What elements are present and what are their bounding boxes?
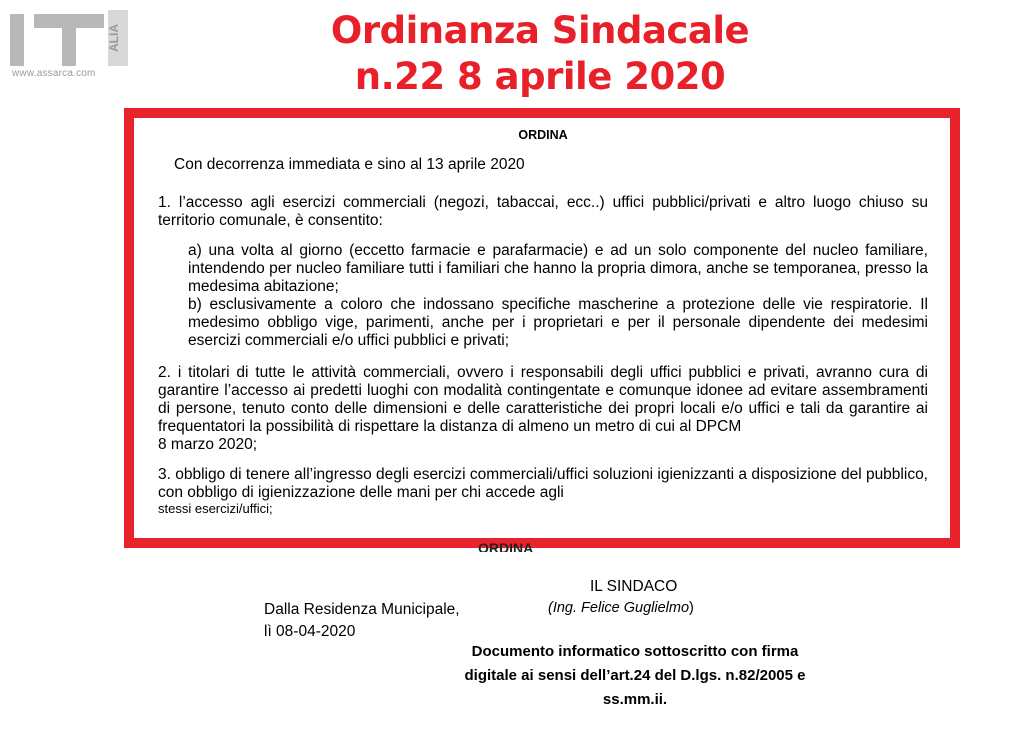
document-intro: Con decorrenza immediata e sino al 13 aprile 2020 xyxy=(174,156,525,173)
partially-hidden-heading: ORDINA xyxy=(478,540,534,552)
ordinance-item-2-date: 8 marzo 2020; xyxy=(158,436,258,453)
residence-place: Dalla Residenza Municipale, xyxy=(264,601,460,618)
ordinance-item-1-a: a) una volta al giorno (eccetto farmacie e parafarmacie) e ad un solo componente del nucleo familiare, intendendo per nucleo familiare tutti i familiari che hanno la propria dimora, anche se temporanea, presso la medesima abitazione; xyxy=(188,242,928,295)
residence-block xyxy=(264,599,460,643)
logo-vertical-text: ALIA xyxy=(107,24,121,52)
mayor-name-close-paren: ) xyxy=(689,600,694,616)
page-title xyxy=(300,8,780,100)
document-body xyxy=(158,126,928,516)
ordinance-item-3: 3. obbligo di tenere all’ingresso degli esercizi commerciali/uffici soluzioni igienizzanti a disposizione del pubblico, con obbligo di igienizzazione delle mani per chi accede agli xyxy=(158,466,928,501)
signature-note-line-1: Documento informatico sottoscritto con firma xyxy=(471,643,799,660)
mayor-name-text: Ing. Felice Guglielmo xyxy=(552,600,690,616)
residence-date: lì 08-04-2020 xyxy=(264,623,356,640)
mayor-title: IL SINDACO xyxy=(590,578,678,595)
ordinance-item-1-subpoints xyxy=(158,242,928,350)
ordinance-item-3-cut: stessi esercizi/uffici; xyxy=(158,501,273,516)
document-excerpt-frame xyxy=(124,108,960,548)
mayor-name-open-paren: ( xyxy=(548,600,553,616)
mayor-name xyxy=(548,600,694,616)
title-line-1: Ordinanza Sindacale xyxy=(330,9,750,52)
ordinance-item-1: 1. l’accesso agli esercizi commerciali (negozi, tabaccai, ecc..) uffici pubblici/privati e altro luogo chiuso su territorio comunale, è consentito: xyxy=(158,194,928,229)
logo-url: www.assarca.com xyxy=(12,68,96,79)
title-line-2: n.22 8 aprile 2020 xyxy=(354,55,726,98)
ordinance-item-2: 2. i titolari di tutte le attività commerciali, ovvero i responsabili degli uffici pubblici e privati, avranno cura di garantire l’accesso ai predetti luoghi con modalità contingentate e comunque idonee ad evitare assembramenti di persone, tenuto conto delle dimensioni e delle caratteristiche dei propri locali e/o uffici e tali da garantire ai frequentatori la possibilità di rispettare la distanza di almeno un metro di cui al DPCM xyxy=(158,364,928,435)
signature-note-line-2: digitale ai sensi dell’art.24 del D.lgs. n.82/2005 e xyxy=(464,667,806,684)
signature-note-line-3: ss.mm.ii. xyxy=(602,691,668,708)
digital-signature-note xyxy=(440,640,830,712)
document-heading: ORDINA xyxy=(518,128,568,142)
ordinance-item-1-b: b) esclusivamente a coloro che indossano specifiche mascherine a protezione delle vie respiratorie. Il medesimo obbligo vige, parimenti, anche per i proprietari e per il personale dipendente dei medesimi esercizi commerciali e/o uffici pubblici e privati; xyxy=(188,296,928,349)
